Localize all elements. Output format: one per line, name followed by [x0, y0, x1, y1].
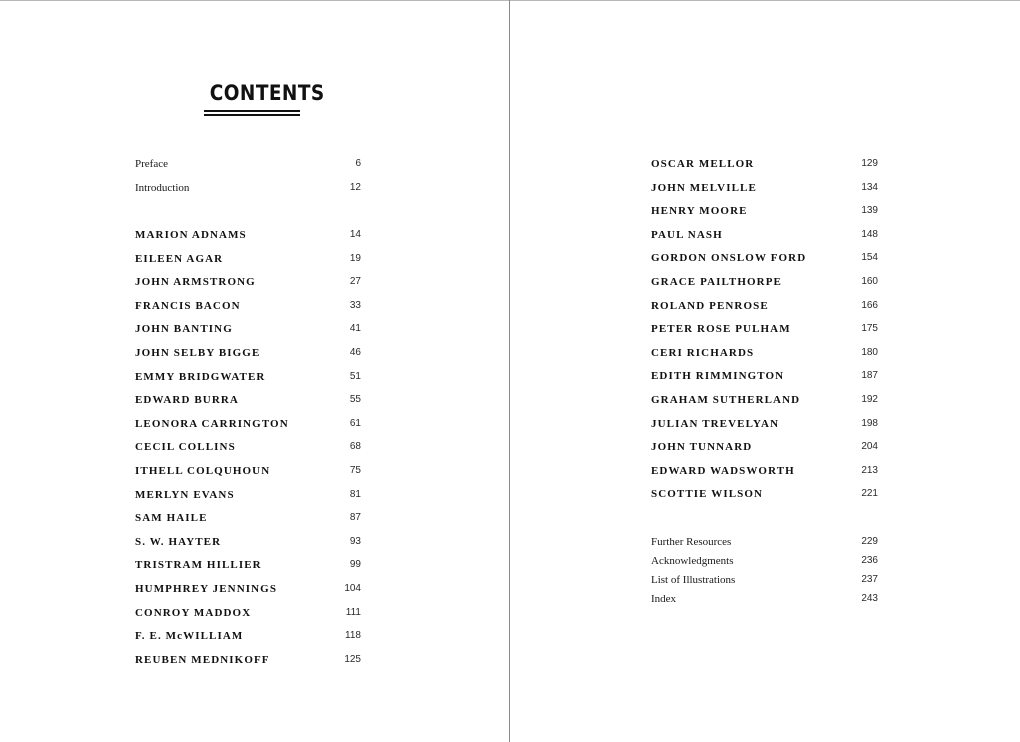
toc-entry [135, 462, 361, 480]
toc-entry [135, 556, 361, 574]
toc-entry [135, 273, 361, 291]
toc-page-number: 12 [349, 182, 361, 193]
toc-page-number: 27 [349, 276, 361, 288]
toc-entry [135, 368, 361, 386]
toc-entry [651, 320, 878, 338]
toc-entry [651, 155, 878, 173]
toc-entry [135, 179, 361, 197]
toc-entry [651, 273, 878, 291]
toc-page-number: 125 [344, 653, 361, 665]
toc-entry-title: JULIAN TREVELYAN [651, 417, 780, 430]
toc-page-number: 118 [345, 630, 361, 642]
toc-entry-title: SAM HAILE [135, 512, 208, 525]
toc-entry-title: ITHELL COLQUHOUN [135, 465, 271, 477]
toc-page-number: 204 [861, 441, 878, 453]
toc-entry [651, 202, 878, 220]
toc-entry [651, 552, 878, 570]
toc-entry [135, 297, 361, 315]
toc-entry-title: GORDON ONSLOW FORD [651, 252, 807, 265]
toc-entry [135, 486, 361, 504]
heading-rule [204, 114, 300, 116]
toc-entry-title: CONROY MADDOX [135, 606, 252, 619]
toc-page-number: 187 [861, 370, 878, 382]
toc-entry-title: EDWARD BURRA [135, 394, 239, 407]
toc-entry [135, 226, 361, 244]
toc-entry-title: Index [651, 593, 677, 605]
toc-entry-title: JOHN MELVILLE [651, 181, 757, 194]
toc-entry-title: SCOTTIE WILSON [651, 488, 764, 501]
toc-entry [651, 367, 878, 385]
toc-entry [135, 320, 361, 338]
toc-entry-title: GRACE PAILTHORPE [651, 276, 782, 288]
toc-page-number: 93 [349, 535, 361, 547]
toc-entry-title: PETER ROSE PULHAM [651, 323, 791, 336]
toc-page-number: 61 [349, 417, 361, 429]
toc-entry-title: Acknowledgments [651, 555, 734, 567]
toc-entry [135, 627, 361, 645]
toc-entry [651, 590, 878, 608]
toc-entry [135, 509, 361, 527]
toc-page-number: 75 [349, 465, 361, 476]
toc-entry [651, 533, 878, 551]
toc-entry [135, 651, 361, 669]
toc-entry-title: PAUL NASH [651, 228, 723, 241]
toc-page-number: 221 [861, 488, 878, 500]
toc-entry [135, 344, 361, 362]
toc-entry-title: LEONORA CARRINGTON [135, 417, 289, 430]
toc-page-number: 175 [861, 323, 878, 335]
toc-entry-title: JOHN ARMSTRONG [135, 276, 256, 289]
toc-page-number: 243 [861, 593, 878, 604]
toc-entry [651, 249, 878, 267]
toc-entry-title: JOHN SELBY BIGGE [135, 347, 261, 359]
toc-entry [651, 438, 878, 456]
toc-page-number: 104 [344, 583, 361, 594]
toc-page-number: 33 [349, 299, 361, 311]
left-page [0, 0, 509, 742]
toc-entry-title: CERI RICHARDS [651, 346, 755, 359]
contents-heading [204, 80, 325, 116]
toc-page-number: 111 [345, 606, 361, 618]
toc-entry-title: EILEEN AGAR [135, 252, 224, 265]
toc-entry [651, 179, 878, 197]
toc-entry [135, 250, 361, 268]
toc-page-number: 154 [861, 252, 878, 264]
toc-entry-title: OSCAR MELLOR [651, 158, 755, 170]
toc-entry-title: EDWARD WADSWORTH [651, 464, 795, 477]
toc-page-number: 6 [355, 158, 361, 169]
toc-entry [135, 415, 361, 433]
toc-entry-title: REUBEN MEDNIKOFF [135, 653, 270, 666]
toc-page-number: 81 [349, 488, 361, 500]
toc-entry [651, 344, 878, 362]
toc-page-number: 166 [861, 299, 878, 311]
toc-page-number: 19 [349, 252, 361, 264]
toc-entry [651, 415, 878, 433]
toc-entry-title: Further Resources [651, 536, 732, 548]
toc-page-number: 160 [861, 276, 878, 287]
toc-entry-title: HUMPHREY JENNINGS [135, 583, 278, 595]
toc-entry [651, 226, 878, 244]
toc-entry-title: GRAHAM SUTHERLAND [651, 394, 801, 406]
toc-page-number: 51 [349, 370, 361, 382]
toc-page-number: 148 [861, 228, 878, 240]
toc-page-number: 68 [349, 441, 361, 453]
toc-entry [651, 462, 878, 480]
toc-entry-title: JOHN TUNNARD [651, 441, 753, 454]
toc-entry [135, 155, 361, 173]
page-title: CONTENTS [209, 81, 325, 105]
toc-entry-title: Preface [135, 158, 168, 170]
toc-entry-title: ROLAND PENROSE [651, 299, 769, 312]
toc-entry-title: MARION ADNAMS [135, 229, 247, 241]
toc-entry-title: F. E. McWILLIAM [135, 630, 244, 643]
toc-entry [135, 438, 361, 456]
toc-entry-title: S. W. HAYTER [135, 535, 222, 548]
toc-entry [135, 391, 361, 409]
toc-entry [135, 604, 361, 622]
toc-page-number: 229 [861, 536, 878, 547]
toc-entry-title: FRANCIS BACON [135, 299, 241, 312]
toc-page-number: 236 [861, 555, 878, 566]
toc-entry-title: Introduction [135, 182, 190, 194]
toc-entry [651, 485, 878, 503]
toc-entry [651, 391, 878, 409]
toc-entry-title: CECIL COLLINS [135, 441, 236, 454]
toc-page-number: 87 [349, 512, 361, 524]
toc-entry-title: EDITH RIMMINGTON [651, 370, 785, 383]
toc-page-number: 180 [861, 346, 878, 358]
toc-entry-title: TRISTRAM HILLIER [135, 559, 262, 572]
toc-page-number: 46 [349, 347, 361, 358]
toc-page-number: 192 [861, 394, 878, 405]
toc-page-number: 198 [861, 417, 878, 429]
toc-page-number: 134 [861, 181, 878, 193]
toc-entry-title: MERLYN EVANS [135, 488, 235, 501]
toc-page-number: 129 [861, 158, 878, 169]
toc-entry [651, 297, 878, 315]
toc-page-number: 14 [349, 229, 361, 240]
toc-page-number: 213 [861, 464, 878, 476]
toc-page-number: 99 [349, 559, 361, 571]
toc-page-number: 41 [349, 323, 361, 335]
toc-entry-title: List of Illustrations [651, 574, 736, 586]
toc-entry [135, 580, 361, 598]
toc-entry-title: JOHN BANTING [135, 323, 233, 336]
right-page [510, 0, 1020, 742]
toc-entry [651, 571, 878, 589]
toc-page-number: 237 [861, 574, 878, 585]
heading-rule [204, 110, 300, 112]
toc-entry [135, 533, 361, 551]
toc-page-number: 139 [861, 205, 878, 217]
toc-entry-title: EMMY BRIDGWATER [135, 370, 266, 383]
toc-entry-title: HENRY MOORE [651, 205, 748, 218]
toc-page-number: 55 [349, 394, 361, 406]
